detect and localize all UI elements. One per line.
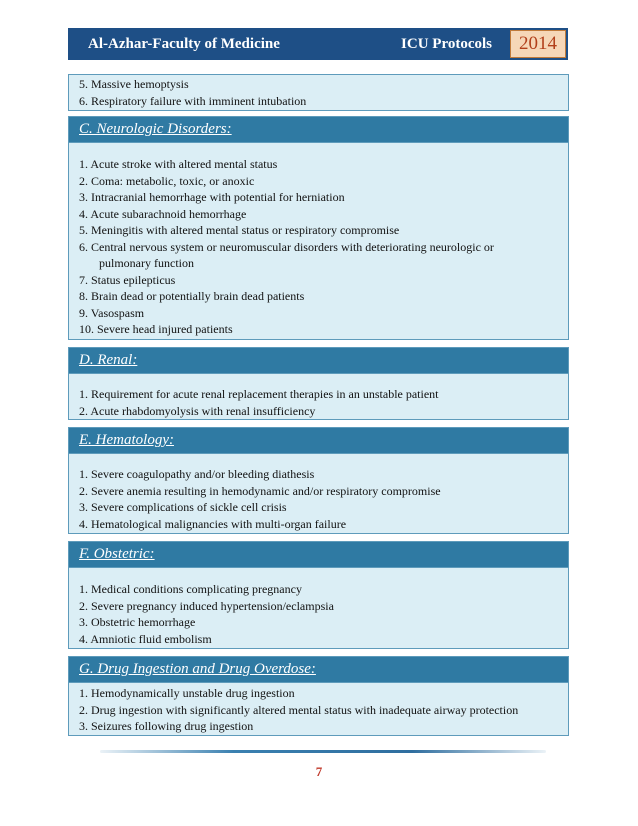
section-continuation [68, 74, 569, 111]
list-item: 5. Massive hemoptysis [79, 77, 189, 91]
section-heading: G. Drug Ingestion and Drug Overdose: [69, 657, 568, 683]
list-item: 5. Meningitis with altered mental status or respiratory compromise [79, 223, 400, 237]
section-renal [68, 347, 569, 420]
footer-divider [100, 750, 546, 753]
section-obstetric [68, 541, 569, 649]
list-item: 8. Brain dead or potentially brain dead patients [79, 289, 305, 303]
section-heading: D. Renal: [69, 348, 568, 374]
section-drug [68, 656, 569, 736]
list-item: 6. Central nervous system or neuromuscular disorders with deteriorating neurologic or [79, 239, 494, 254]
list-item: 4. Acute subarachnoid hemorrhage [79, 206, 247, 221]
list-item: 2. Acute rhabdomyolysis with renal insufficiency [79, 403, 316, 418]
list-item: 3. Obstetric hemorrhage [79, 615, 196, 629]
header-title: Al-Azhar-Faculty of Medicine [88, 35, 280, 52]
list-item: 3. Intracranial hemorrhage with potential for herniation [79, 190, 345, 204]
list-item: 2. Drug ingestion with significantly altered mental status with inadequate airway protection [79, 702, 519, 717]
list-item: 2. Severe anemia resulting in hemodynamic and/or respiratory compromise [79, 483, 441, 498]
list-item: 3. Seizures following drug ingestion [79, 719, 254, 733]
list-item: 3. Severe complications of sickle cell crisis [79, 500, 287, 514]
header-year: 2014 [510, 30, 566, 58]
list-item: 10. Severe head injured patients [79, 322, 233, 336]
section-hematology [68, 427, 569, 534]
header-subject: ICU Protocols [401, 35, 492, 52]
list-item: 9. Vasospasm [79, 305, 145, 320]
list-item: 4. Amniotic fluid embolism [79, 631, 212, 646]
list-item: 1. Severe coagulopathy and/or bleeding diathesis [79, 467, 315, 481]
list-item-continuation: pulmonary function [99, 256, 194, 270]
section-heading: E. Hematology: [69, 428, 568, 454]
page-number: 7 [315, 764, 323, 779]
list-item: 1. Requirement for acute renal replacement therapies in an unstable patient [79, 387, 439, 401]
section-neurologic [68, 116, 569, 340]
section-heading: C. Neurologic Disorders: [69, 117, 568, 143]
list-item: 1. Acute stroke with altered mental status [79, 157, 278, 171]
list-item: 7. Status epilepticus [79, 272, 176, 287]
list-item: 1. Medical conditions complicating pregnancy [79, 582, 302, 596]
list-item: 6. Respiratory failure with imminent intubation [79, 93, 307, 108]
list-item: 4. Hematological malignancies with multi-organ failure [79, 516, 347, 531]
list-item: 2. Coma: metabolic, toxic, or anoxic [79, 173, 255, 188]
section-heading: F. Obstetric: [69, 542, 568, 568]
page-header [68, 28, 568, 60]
list-item: 1. Hemodynamically unstable drug ingestion [79, 686, 295, 700]
list-item: 2. Severe pregnancy induced hypertension/eclampsia [79, 598, 334, 613]
